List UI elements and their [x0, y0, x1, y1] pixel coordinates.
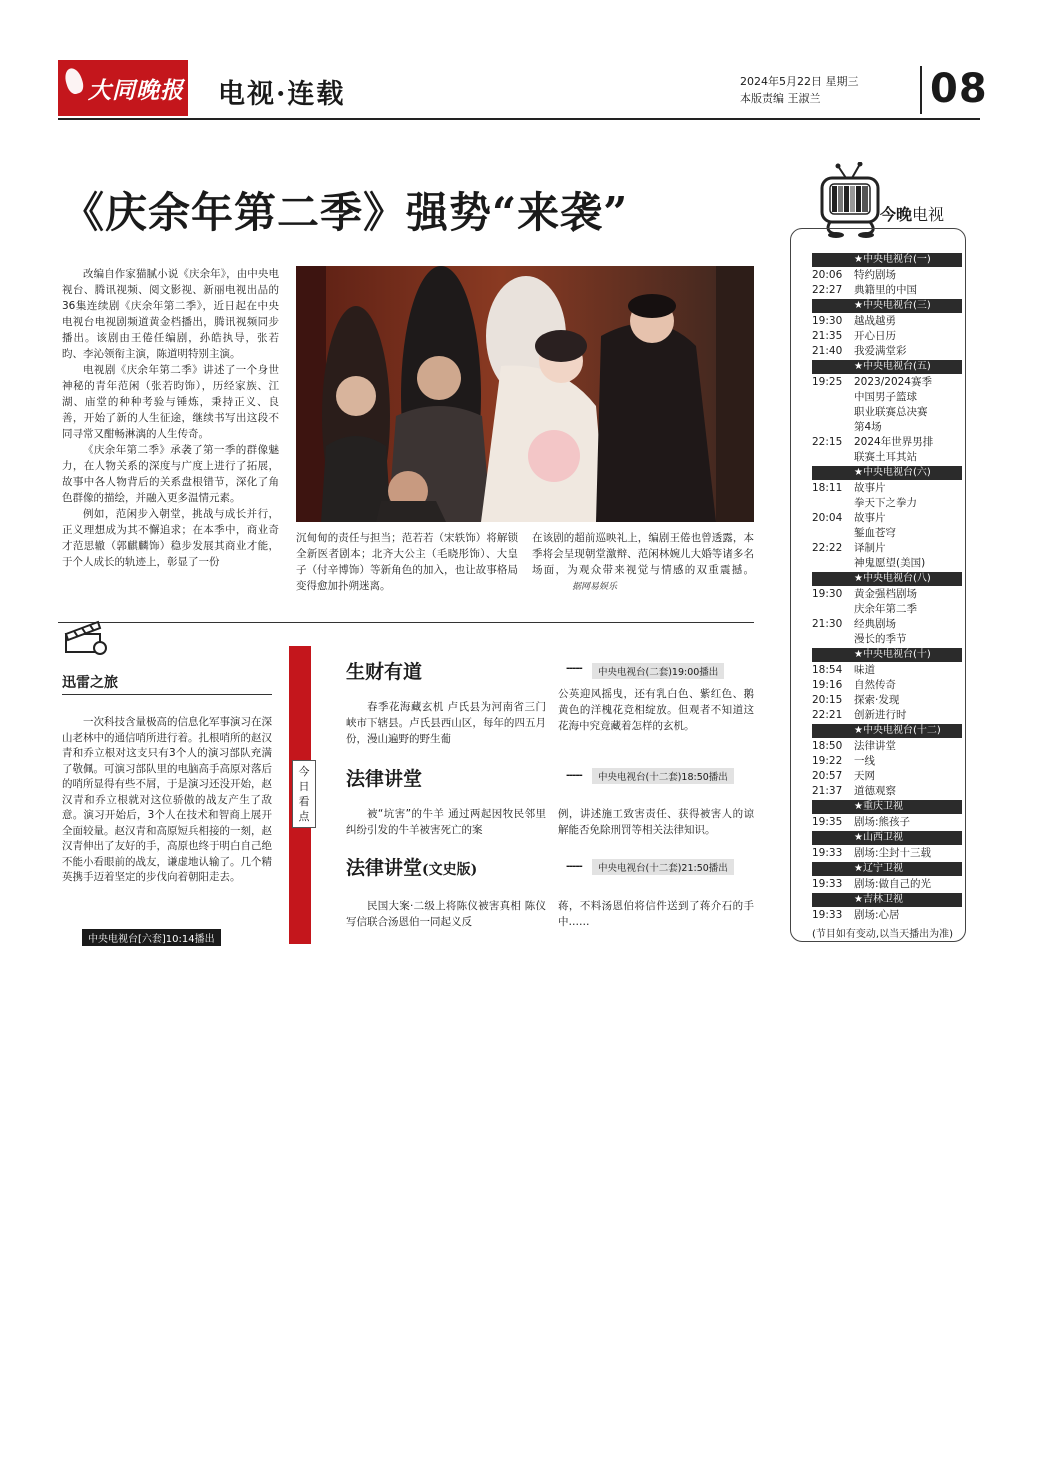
schedule-time	[812, 556, 854, 571]
schedule-time	[812, 405, 854, 420]
schedule-program: 剧场:心居	[854, 909, 900, 921]
schedule-time: 19:25	[812, 376, 843, 388]
left-box-synopsis	[62, 715, 272, 886]
schedule-time: 19:33	[812, 847, 843, 859]
schedule-row	[812, 450, 962, 465]
lead-article-column-1	[62, 266, 279, 570]
channel-header: ★中央电视台(五)	[812, 360, 962, 374]
schedule-time	[812, 390, 854, 405]
schedule-time	[812, 526, 854, 541]
lead-paragraph: 改编自作家猫腻小说《庆余年》，由中央电视台、腾讯视频、阅文影视、新丽电视出品的36集连续剧《庆余年第二季》，近日起在中央电视台电视剧频道黄金档播出，腾讯视频同步播出。该剧由王倦任编剧，孙皓执导，张若昀、李沁领衔主演，陈道明特别主演。	[62, 268, 279, 360]
schedule-program: 典籍里的中国	[854, 284, 917, 296]
schedule-program: 自然传奇	[854, 679, 896, 691]
lead-paragraph: 例如，范闲步入朝堂，挑战与成长并行，正义理想成为其不懈追求；在本季中，商业奇才范思辙（郭麒麟饰）稳步发展其商业才能，于个人成长的轨迹上，彰显了一份	[62, 508, 279, 568]
schedule-time: 21:30	[812, 618, 843, 630]
schedule-program: 黄金强档剧场	[854, 588, 917, 600]
schedule-program: 经典剧场	[854, 618, 896, 630]
schedule-time: 21:35	[812, 330, 843, 342]
section-divider	[58, 622, 754, 623]
schedule-row	[812, 375, 962, 390]
schedule-row	[812, 405, 962, 420]
schedule-row	[812, 769, 962, 784]
tv-guide-footnote: (节目如有变动,以当天播出为准)	[812, 929, 953, 940]
schedule-row	[812, 815, 962, 830]
lead-paragraph: 沉甸甸的责任与担当；范若若（宋轶饰）将解锁全新医者剧本；北齐大公主（毛晓彤饰）、大皇子（付辛博饰）等新角色的加入，也让故事格局变得愈加扑朔迷离。	[296, 532, 518, 592]
schedule-row	[812, 663, 962, 678]
schedule-row	[812, 739, 962, 754]
tv-guide-list	[812, 252, 962, 923]
page-editor: 本版责编 王淑兰	[740, 92, 821, 105]
masthead-rule	[58, 118, 980, 120]
program-title-text: 生财有道	[346, 661, 423, 683]
schedule-time	[812, 602, 854, 617]
logo-text: 大同晚报	[88, 76, 184, 104]
program-airtime: 中央电视台(十二套)18:50播出	[592, 768, 734, 784]
program-title-text: 法律讲堂	[346, 768, 423, 790]
schedule-row	[812, 678, 962, 693]
schedule-program: 法律讲堂	[854, 740, 896, 752]
schedule-row	[812, 390, 962, 405]
newspaper-logo	[58, 60, 188, 116]
schedule-row	[812, 602, 962, 617]
tv-guide-title-bold: 今晚	[880, 205, 913, 224]
broadcast-time-tag: 中央电视台[六套]10:14播出	[82, 929, 221, 946]
schedule-program: 故事片	[854, 482, 886, 494]
issue-date: 2024年5月22日 星期三	[740, 75, 859, 88]
schedule-row	[812, 587, 962, 602]
program-title	[346, 764, 422, 791]
schedule-program: 我爱满堂彩	[854, 345, 907, 357]
schedule-program: 译制片	[854, 542, 886, 554]
schedule-time: 22:22	[812, 542, 843, 554]
schedule-row	[812, 496, 962, 511]
schedule-program: 2024年世界男排	[854, 436, 934, 448]
today-highlights-label	[292, 760, 316, 828]
schedule-program: 第4场	[854, 421, 882, 433]
schedule-row	[812, 511, 962, 526]
schedule-row	[812, 526, 962, 541]
schedule-time	[812, 420, 854, 435]
program-title-text: 法律讲堂	[346, 857, 423, 879]
program-dash: -----	[566, 861, 582, 872]
program-dash: -----	[566, 663, 582, 674]
schedule-program: 中国男子篮球	[854, 391, 917, 403]
channel-header: ★辽宁卫视	[812, 862, 962, 876]
schedule-program: 一线	[854, 755, 875, 767]
channel-header: ★中央电视台(八)	[812, 572, 962, 586]
schedule-time	[812, 496, 854, 511]
channel-header: ★重庆卫视	[812, 800, 962, 814]
schedule-time: 19:33	[812, 878, 843, 890]
schedule-row	[812, 908, 962, 923]
schedule-program: 神鬼愿望(美国)	[854, 557, 926, 569]
lead-paragraph: 在该剧的超前巡映礼上，编剧王倦也曾透露，本季将会呈现朝堂激辩、范闲林婉儿大婚等诸多名场面，为观众带来视觉与情感的双重震撼。	[532, 532, 754, 576]
channel-header: ★中央电视台(一)	[812, 253, 962, 267]
program-subtitle: (文史版)	[422, 862, 478, 878]
schedule-row	[812, 481, 962, 496]
schedule-program: 剧场:熊孩子	[854, 816, 911, 828]
schedule-program: 道德观察	[854, 785, 896, 797]
schedule-time: 21:37	[812, 785, 843, 797]
schedule-row	[812, 754, 962, 769]
schedule-time: 21:40	[812, 345, 843, 357]
schedule-program: 剧场:尘封十三载	[854, 847, 932, 859]
schedule-time: 19:22	[812, 755, 843, 767]
schedule-time: 19:30	[812, 315, 843, 327]
schedule-row	[812, 329, 962, 344]
schedule-time: 18:54	[812, 664, 843, 676]
channel-header: ★山西卫视	[812, 831, 962, 845]
masthead-divider	[920, 66, 922, 114]
lead-article-column-2	[296, 530, 518, 594]
schedule-time: 19:33	[812, 909, 843, 921]
schedule-time: 20:06	[812, 269, 843, 281]
schedule-row	[812, 877, 962, 892]
schedule-time: 20:57	[812, 770, 843, 782]
schedule-row	[812, 344, 962, 359]
schedule-time: 19:30	[812, 588, 843, 600]
schedule-row	[812, 617, 962, 632]
schedule-time: 22:15	[812, 436, 843, 448]
schedule-time: 20:04	[812, 512, 843, 524]
schedule-row	[812, 784, 962, 799]
schedule-row	[812, 420, 962, 435]
schedule-row	[812, 268, 962, 283]
schedule-time: 18:11	[812, 482, 843, 494]
schedule-program: 探索·发现	[854, 694, 900, 706]
schedule-program: 味道	[854, 664, 875, 676]
synopsis-text: 一次科技含量极高的信息化军事演习在深山老林中的通信哨所进行着。扎根哨所的赵汉青和乔立根对这支只有3个人的演习部队充满了敬佩。可演习部队里的电脑高手高原对落后的哨所显得有些不屑，于是演习还没开始，赵汉青和乔立根就对这位骄傲的战友产生了敌意。演习开始后，3个人在技术和智商上展开全面较量。赵汉青和高原短兵相接的一刻，赵汉青伸出了友好的手，高原也终于明白自己绝不能小看眼前的战友，谦虚地认输了。几个精英携手迈着坚定的步伐向着朝阳走去。	[62, 716, 272, 883]
schedule-program: 天网	[854, 770, 875, 782]
schedule-program: 创新进行时	[854, 709, 907, 721]
schedule-program: 漫长的季节	[854, 633, 907, 645]
schedule-row	[812, 435, 962, 450]
program-airtime: 中央电视台(二套)19:00播出	[592, 663, 724, 679]
article-byline: 据网易娱乐	[572, 582, 618, 592]
schedule-program: 特约剧场	[854, 269, 896, 281]
schedule-row	[812, 556, 962, 571]
schedule-row	[812, 846, 962, 861]
program-summary-col-2: 公英迎风摇曳，还有乳白色、紫红色、鹅黄色的洋槐花竞相绽放。但观者不知道这花海中究竟藏着怎样的玄机。	[558, 688, 754, 732]
channel-header: ★中央电视台(十)	[812, 648, 962, 662]
schedule-time: 20:15	[812, 694, 843, 706]
schedule-row	[812, 541, 962, 556]
channel-header: ★中央电视台(十二)	[812, 724, 962, 738]
film-clapper-icon	[62, 618, 108, 658]
schedule-time	[812, 450, 854, 465]
channel-header: ★中央电视台(六)	[812, 466, 962, 480]
schedule-row	[812, 708, 962, 723]
drama-cast-photo	[296, 266, 754, 522]
schedule-program: 联赛土耳其站	[854, 451, 917, 463]
schedule-row	[812, 283, 962, 298]
channel-header: ★中央电视台(三)	[812, 299, 962, 313]
tv-guide-title	[880, 202, 944, 225]
program-summary-col-2: 例，讲述施工致害责任、获得被害人的谅解能否免除刑罚等相关法律知识。	[558, 808, 754, 836]
schedule-time: 22:27	[812, 284, 843, 296]
program-summary-col-1: 民国大案·二级上将陈仪被害真相 陈仪写信联合汤恩伯一同起义反	[346, 900, 546, 928]
left-box-rule	[62, 694, 272, 695]
program-title	[346, 853, 477, 880]
schedule-program: 开心日历	[854, 330, 896, 342]
schedule-row	[812, 632, 962, 647]
today-highlights-text: 今日看点	[298, 765, 310, 823]
schedule-program: 2023/2024赛季	[854, 376, 932, 388]
schedule-time: 19:16	[812, 679, 843, 691]
page-number: 08	[930, 66, 988, 112]
schedule-time: 18:50	[812, 740, 843, 752]
schedule-program: 庆余年第二季	[854, 603, 917, 615]
schedule-time	[812, 632, 854, 647]
lead-paragraph: 《庆余年第二季》承袭了第一季的群像魅力，在人物关系的深度与广度上进行了拓展，故事中各人物背后的关系盘根错节，深化了角色群像的描绘，并融入更多温情元素。	[62, 444, 279, 504]
program-title	[346, 657, 422, 684]
section-title: 电视·连载	[218, 79, 346, 110]
schedule-program: 錾血苍穹	[854, 527, 896, 539]
lead-article-column-3	[532, 530, 754, 595]
schedule-time: 22:21	[812, 709, 843, 721]
program-summary-col-2: 蒋，不料汤恩伯将信件送到了蒋介石的手中……	[558, 900, 754, 928]
schedule-program: 职业联赛总决赛	[854, 406, 928, 418]
program-summary-col-1: 被“坑害”的牛羊 通过两起因牧民邻里纠纷引发的牛羊被害死亡的案	[346, 808, 546, 836]
schedule-row	[812, 314, 962, 329]
schedule-program: 故事片	[854, 512, 886, 524]
program-summary-col-1: 春季花海藏玄机 卢氏县为河南省三门峡市下辖县。卢氏县西山区，每年的四五月份，漫山遍野的野生葡	[346, 701, 546, 745]
schedule-time: 19:35	[812, 816, 843, 828]
program-dash: -----	[566, 770, 582, 781]
lead-paragraph: 电视剧《庆余年第二季》讲述了一个身世神秘的青年范闲（张若昀饰），历经家族、江湖、庙堂的种种考验与锤炼，秉持正义、良善，开始了新的人生征途，继续书写出这段不同寻常又酣畅淋漓的人生传奇。	[62, 364, 279, 440]
schedule-program: 剧场:做自己的光	[854, 878, 932, 890]
headline: 《庆余年第二季》强势“来袭”	[62, 188, 629, 237]
schedule-row	[812, 693, 962, 708]
tv-guide-title-rest: 电视	[912, 205, 945, 224]
channel-header: ★吉林卫视	[812, 893, 962, 907]
program-airtime: 中央电视台(十二套)21:50播出	[592, 859, 734, 875]
left-box-title: 迅雷之旅	[62, 675, 118, 691]
schedule-program: 拳天下之拳力	[854, 497, 917, 509]
schedule-program: 越战越勇	[854, 315, 896, 327]
